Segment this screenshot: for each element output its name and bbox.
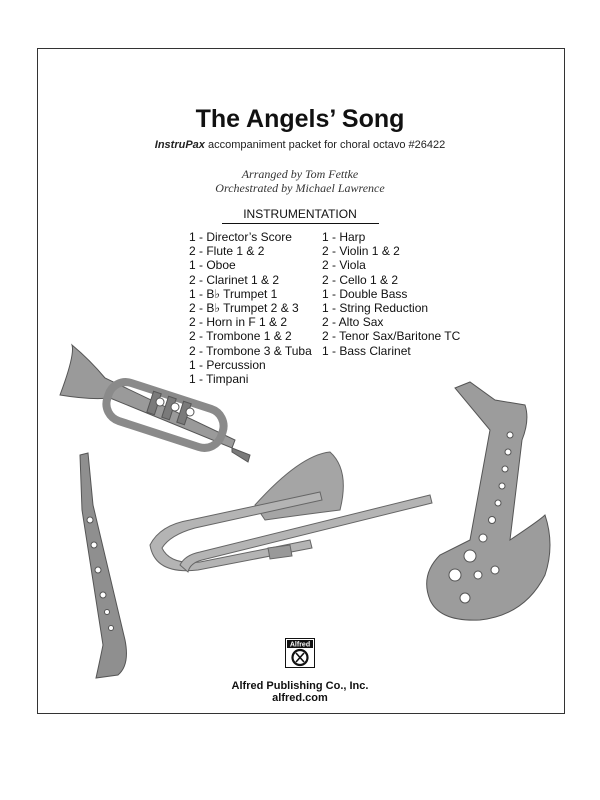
publisher-website[interactable]: alfred.com — [272, 692, 328, 704]
saxophone-illustration — [427, 382, 550, 620]
trumpet-illustration — [60, 345, 250, 462]
alfred-logo — [285, 638, 315, 668]
instrument-item: 2 - Clarinet 1 & 2 — [189, 272, 280, 287]
subtitle-brand: InstruPax — [154, 139, 205, 151]
instrument-item: 1 - B♭ Trumpet 1 — [189, 286, 278, 301]
instrument-item: 1 - Double Bass — [322, 286, 408, 301]
instrument-item: 2 - B♭ Trumpet 2 & 3 — [189, 301, 299, 316]
instrument-item: 1 - Bass Clarinet — [322, 343, 411, 358]
page-title: The Angels’ Song — [195, 105, 405, 133]
clarinet-illustration — [80, 453, 126, 678]
instrument-item: 2 - Horn in F 1 & 2 — [189, 315, 288, 330]
instrument-item: 2 - Viola — [322, 258, 366, 273]
instrument-item: 2 - Alto Sax — [322, 315, 384, 330]
instrument-item: 1 - Timpani — [189, 372, 249, 387]
instrument-item: 2 - Tenor Sax/Baritone TC — [322, 329, 461, 344]
instrument-item: 2 - Violin 1 & 2 — [322, 244, 400, 259]
instrument-item: 2 - Trombone 1 & 2 — [189, 329, 292, 344]
instrument-item: 1 - Harp — [322, 230, 366, 244]
arranger-credit: Arranged by Tom Fettke — [241, 167, 359, 181]
instrument-item: 1 - Percussion — [189, 357, 266, 372]
subtitle-text: accompaniment packet for choral octavo #26422 — [204, 139, 446, 151]
instrument-item: 2 - Trombone 3 & Tuba — [189, 343, 312, 358]
trombone-illustration — [150, 452, 432, 572]
logo-text: Alfred — [289, 641, 311, 649]
instrument-item: 1 - Oboe — [189, 258, 236, 273]
orchestrator-credit: Orchestrated by Michael Lawrence — [215, 181, 385, 195]
instrument-item: 2 - Cello 1 & 2 — [322, 272, 399, 287]
instrumentation-heading: INSTRUMENTATION — [243, 207, 357, 221]
instrument-item: 1 - String Reduction — [322, 301, 429, 316]
publisher-name: Alfred Publishing Co., Inc. — [231, 680, 369, 692]
instrument-item: 1 - Director’s Score — [189, 230, 292, 244]
instrument-item: 2 - Flute 1 & 2 — [189, 244, 265, 259]
